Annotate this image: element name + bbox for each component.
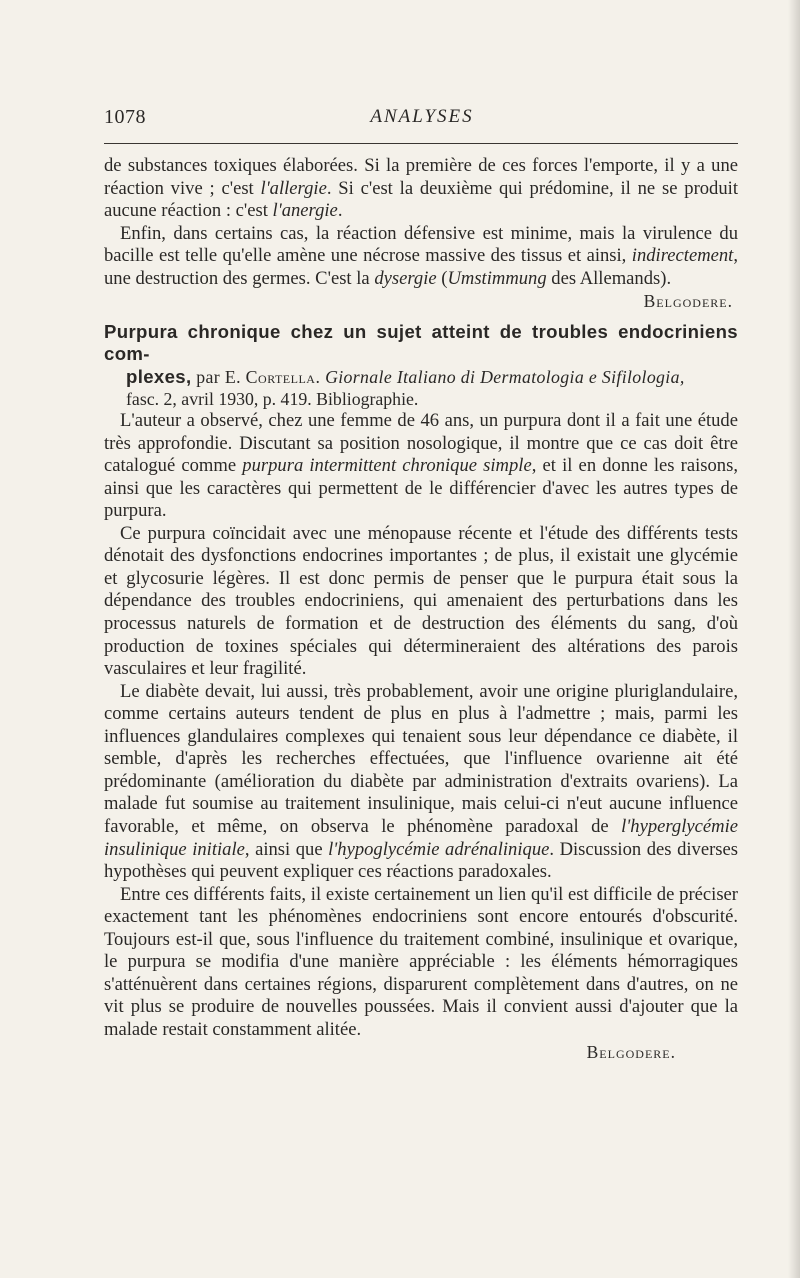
article2-reference: par E. Cortella. Giornale Italiano di Dermatologia e Sifilologia, (191, 366, 685, 387)
page-edge-shadow (788, 0, 800, 1278)
article2-paragraph-3: Le diabète devait, lui aussi, très probablement, avoir une origine pluriglandulaire, comme certains auteurs tendent de plus en plus à l'admettre ; mais, parmi les influences glandulaires complexes qui tenaient sous leur dépendance ce diabète, il semble, d'après les recherches effectuées, que l'influence ovarienne ait été prédominante (amélioration du diabète par administration d'extraits ovariens). La malade fut soumise au traitement insulinique, mais celui-ci n'eut aucune influence favorable, et même, on observa le phénomène paradoxal de l'hyperglycémie insulinique initiale, ainsi que l'hypoglycémie adrénalinique. Discussion des diverses hypothèses qui peuvent expliquer ces réactions paradoxales. (104, 680, 739, 883)
article2-reference-details: fasc. 2, avril 1930, p. 419. Bibliographie. (126, 388, 419, 409)
article2-journal: Giornale Italiano di Dermatologia e Sifilologia, (325, 366, 685, 387)
article1-paragraph-1: de substances toxiques élaborées. Si la première de ces forces l'emporte, il y a une réaction vive ; c'est l'allergie. Si c'est la deuxième qui prédomine, il ne se produit aucune réaction : c'est l'anergie. (104, 155, 738, 222)
article1-paragraph-2: Enfin, dans certains cas, la réaction défensive est minime, mais la virulence du bacille est telle qu'elle amène une nécrose massive des tissus et ainsi, indirectement, une destruction des germes. C'est la dysergie (Umstimmung des Allemands). (104, 222, 738, 289)
article2-paragraph-1: L'auteur a observé, chez une femme de 46 ans, un purpura dont il a fait une étude très approfondie. Discutant sa position nosologique, il montre que ce cas doit être catalogué comme purpura intermittent chronique simple, et il en donne les raisons, ainsi que les caractères qui permettent de le différencier d'avec les autres types de purpura. (104, 410, 738, 522)
article2-title: Purpura chronique chez un sujet atteint de troubles endocriniens com- plexes, par E. Cortella. Giornale Italiano di Dermatologia e Sifilologia, (104, 320, 738, 387)
body-text (104, 155, 738, 1064)
article2-paragraph-4: Entre ces différents faits, il existe certainement un lien qu'il est difficile de préciser exactement tant les phénomènes endocriniens sont encore entourés d'obscurité. Toujours est-il que, sous l'influence du traitement combiné, insulinique et ovarique, le purpura se modifia d'une manière appréciable : les éléments hémorragiques s'atténuèrent dans certaines régions, disparurent complètement dans d'autres, on ne vit plus se produire de nouvelles poussées. Mais il convient aussi d'ajouter que la malade restait constamment alitée. (104, 883, 738, 1040)
page-header (104, 106, 740, 136)
article2-paragraph-2: Ce purpura coïncidait avec une ménopause récente et l'étude des différents tests dénotait des dysfonctions endocrines importantes ; de plus, il existait une glycémie et glycosurie légères. Il est donc permis de penser que le purpura était sous la dépendance des troubles endocriniens, qui amenaient des perturbations dans les processus naturels de formation et de destruction des éléments du sang, d'où production de toxines spéciales qui détermineraient des altérations des parois vasculaires et leur fragilité. (104, 522, 738, 680)
article2-signature: Belgodere. (586, 1042, 676, 1063)
page-number: 1078 (104, 106, 146, 128)
article2-author: Cortella (245, 366, 316, 387)
article1-signature: Belgodere. (643, 291, 733, 312)
running-title: ANALYSES (370, 106, 474, 127)
header-rule (104, 143, 738, 144)
